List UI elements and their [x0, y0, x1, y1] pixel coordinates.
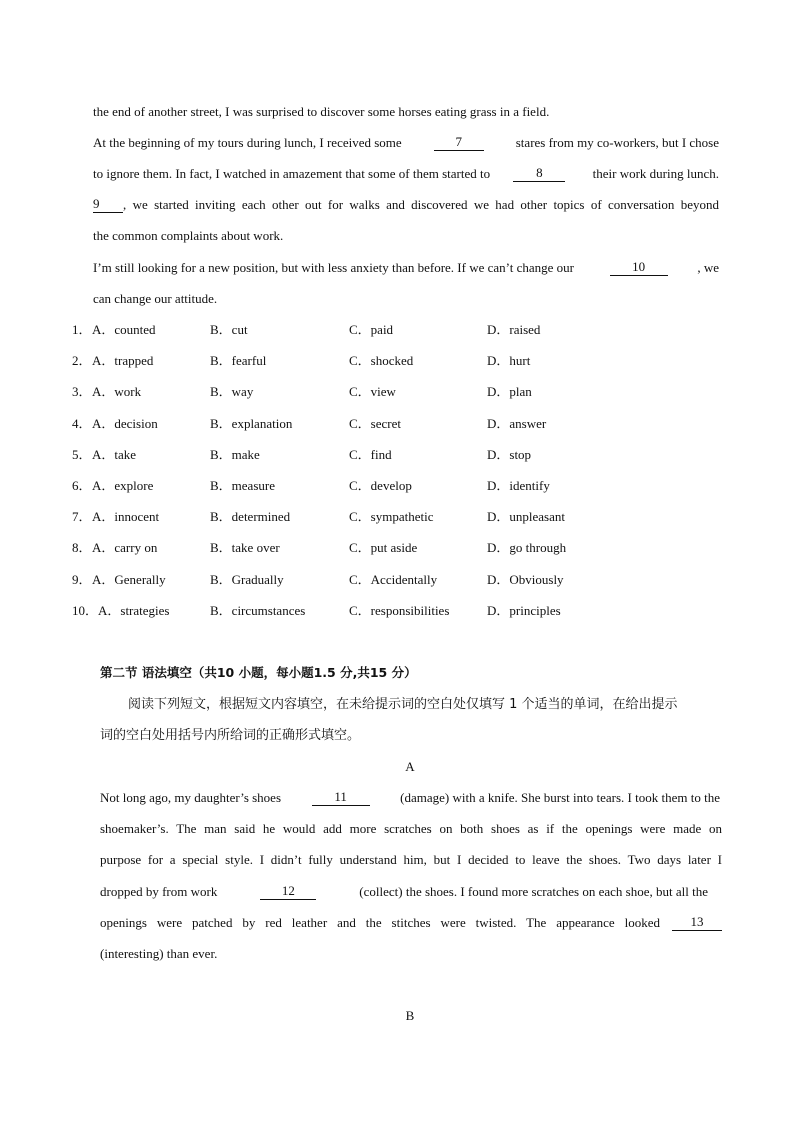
- passage-a-line-4: [100, 884, 708, 900]
- option-d: D．raised: [487, 322, 541, 337]
- option-d: D．stop: [487, 447, 532, 462]
- option-a: A．decision: [92, 416, 158, 431]
- passage-text: their work during lunch.: [592, 166, 719, 181]
- passage-text: dropped by from work: [100, 884, 218, 899]
- question-number: 1．: [72, 322, 92, 337]
- passage-a-line-1: [100, 790, 720, 806]
- passage-line-2: [93, 135, 719, 151]
- blank-10: 10: [610, 260, 668, 276]
- section-instructions-1: 阅读下列短文，根据短文内容填空，在未给提示词的空白处仅填写 1 个适当的单词，在给出提示: [128, 697, 678, 712]
- option-c: C．view: [349, 384, 396, 399]
- option-d: D．answer: [487, 416, 547, 431]
- option-a: A．explore: [92, 478, 154, 493]
- question-number: 8．: [72, 540, 92, 555]
- option-a: A．trapped: [92, 353, 154, 368]
- passage-line-4: [93, 197, 719, 213]
- question-number: 9．: [72, 572, 92, 587]
- option-b: B．take over: [210, 540, 280, 555]
- option-b: B．make: [210, 447, 260, 462]
- passage-text: , we started inviting each other out for walks and discovered we had other topics of conversation beyond: [123, 197, 719, 212]
- option-b: B．circumstances: [210, 603, 306, 618]
- option-d: D．go through: [487, 540, 567, 555]
- passage-text: to ignore them. In fact, I watched in amazement that some of them started to: [93, 166, 491, 181]
- question-number: 10．: [72, 603, 99, 618]
- section-title: 第二节 语法填空（共10 小题，每小题1.5 分,共15 分）: [100, 665, 417, 680]
- passage-a-line-6: (interesting) than ever.: [100, 946, 218, 961]
- option-a: A．carry on: [92, 540, 158, 555]
- option-b: B．measure: [210, 478, 275, 493]
- option-b: B．fearful: [210, 353, 267, 368]
- option-a: A．work: [92, 384, 142, 399]
- passage-line-7: can change our attitude.: [93, 291, 218, 306]
- passage-a-line-5: [100, 915, 722, 931]
- option-d: D．plan: [487, 384, 532, 399]
- passage-label-a: A: [405, 759, 415, 774]
- passage-text: At the beginning of my tours during lunch, I received some: [93, 135, 402, 150]
- option-c: C．develop: [349, 478, 412, 493]
- option-b: B．way: [210, 384, 254, 399]
- option-c: C．find: [349, 447, 392, 462]
- passage-text: (collect) the shoes. I found more scratches on each shoe, but all the: [359, 884, 708, 899]
- passage-a-line-2: shoemaker’s. The man said he would add more scratches on both shoes as if the openings were made on: [100, 821, 722, 836]
- option-b: B．cut: [210, 322, 248, 337]
- question-number: 4．: [72, 416, 92, 431]
- passage-text: (damage) with a knife. She burst into tears. I took them to the: [400, 790, 720, 805]
- passage-line-3: [93, 166, 719, 182]
- option-d: D．Obviously: [487, 572, 564, 587]
- question-number: 5．: [72, 447, 92, 462]
- passage-label-b: B: [405, 1008, 415, 1023]
- blank-11: 11: [312, 790, 370, 806]
- blank-8: 8: [513, 166, 565, 182]
- passage-line-6: [93, 260, 719, 276]
- passage-line-5: the common complaints about work.: [93, 228, 284, 243]
- passage-a-line-3: purpose for a special style. I didn’t fully understand him, but I decided to leave the shoes. Two days later I: [100, 852, 722, 867]
- option-a: A．take: [92, 447, 137, 462]
- option-c: C．responsibilities: [349, 603, 450, 618]
- passage-text: Not long ago, my daughter’s shoes: [100, 790, 282, 805]
- option-b: B．explanation: [210, 416, 293, 431]
- option-c: C．shocked: [349, 353, 414, 368]
- question-number: 2．: [72, 353, 92, 368]
- option-c: C．sympathetic: [349, 509, 434, 524]
- option-d: D．hurt: [487, 353, 531, 368]
- passage-text: stares from my co-workers, but I chose: [515, 135, 719, 150]
- option-a: A．strategies: [98, 603, 170, 618]
- passage-line-1: the end of another street, I was surprised to discover some horses eating grass in a field.: [93, 104, 550, 119]
- option-a: A．innocent: [92, 509, 160, 524]
- question-number: 6．: [72, 478, 92, 493]
- option-a: A．Generally: [92, 572, 166, 587]
- passage-text: openings were patched by red leather and the stitches were twisted. The appearance looked: [100, 915, 660, 930]
- blank-12: 12: [260, 884, 316, 900]
- option-c: C．secret: [349, 416, 401, 431]
- option-d: D．identify: [487, 478, 550, 493]
- question-number: 7．: [72, 509, 92, 524]
- option-b: B．determined: [210, 509, 291, 524]
- option-c: C．paid: [349, 322, 394, 337]
- blank-13: 13: [672, 915, 722, 931]
- passage-text: , we: [697, 260, 719, 275]
- passage-text: I’m still looking for a new position, but with less anxiety than before. If we can’t change our: [93, 260, 574, 275]
- blank-7: 7: [434, 135, 484, 151]
- option-a: A．counted: [92, 322, 156, 337]
- option-c: C．Accidentally: [349, 572, 438, 587]
- option-b: B．Gradually: [210, 572, 284, 587]
- option-d: D．principles: [487, 603, 561, 618]
- blank-9: 9: [93, 197, 123, 213]
- section-instructions-2: 词的空白处用括号内所给词的正确形式填空。: [100, 728, 361, 743]
- option-c: C．put aside: [349, 540, 418, 555]
- option-d: D．unpleasant: [487, 509, 565, 524]
- question-number: 3．: [72, 384, 92, 399]
